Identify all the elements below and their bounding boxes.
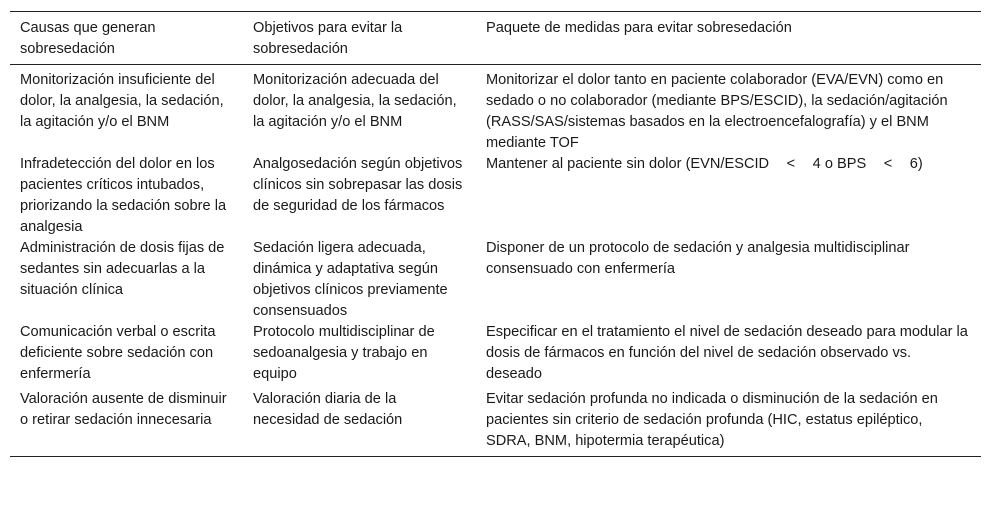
cell-objective: Sedación ligera adecuada, dinámica y adaptativa según objetivos clínicos previamente consensuados (253, 240, 448, 319)
cell-objective: Analgosedación según objetivos clínicos sin sobrepasar las dosis de seguridad de los fármacos (253, 156, 463, 214)
header-objectives: Objetivos para evitar la sobresedación (253, 20, 403, 57)
cell-measure: Monitorizar el dolor tanto en paciente colaborador (EVA/EVN) como en sedado o no colaborador (mediante BPS/ESCID), la sedación/agitación (RASS/SAS/sistemas basados en la electroencefalografía) y el BNM mediante TOF (486, 72, 948, 151)
cell-cause: Monitorización insuficiente del dolor, la analgesia, la sedación, la agitación y/o el BNM (20, 72, 224, 130)
cell-cause: Infradetección del dolor en los pacientes críticos intubados, priorizando la sedación sobre la analgesia (20, 156, 227, 235)
table-row (10, 65, 981, 155)
table-header-row (10, 12, 981, 65)
cell-objective: Valoración diaria de la necesidad de sedación (253, 391, 403, 428)
table-row (10, 389, 981, 457)
header-measures: Paquete de medidas para evitar sobresedación (486, 20, 792, 36)
cell-measure: Mantener al paciente sin dolor (EVN/ESCID < 4 o BPS < 6) (486, 156, 923, 172)
table-row (10, 238, 981, 322)
cell-objective: Protocolo multidisciplinar de sedoanalgesia y trabajo en equipo (253, 324, 435, 382)
header-causes: Causas que generan sobresedación (20, 20, 156, 57)
cell-measure: Disponer de un protocolo de sedación y analgesia multidisciplinar consensuado con enfermería (486, 240, 910, 277)
cell-cause: Valoración ausente de disminuir o retirar sedación innecesaria (20, 391, 227, 428)
table-row (10, 154, 981, 238)
table-row (10, 322, 981, 389)
cell-cause: Administración de dosis fijas de sedantes sin adecuarlas a la situación clínica (20, 240, 225, 298)
cell-objective: Monitorización adecuada del dolor, la analgesia, la sedación, la agitación y/o el BNM (253, 72, 457, 130)
sedation-table-container (10, 11, 981, 457)
cell-cause: Comunicación verbal o escrita deficiente sobre sedación con enfermería (20, 324, 216, 382)
cell-measure: Especificar en el tratamiento el nivel de sedación deseado para modular la dosis de fármacos en función del nivel de sedación observado vs. deseado (486, 324, 968, 382)
sedation-measures-table (10, 11, 981, 457)
cell-measure: Evitar sedación profunda no indicada o disminución de la sedación en pacientes sin criterio de sedación profunda (HIC, estatus epiléptico, SDRA, BNM, hipotermia terapéutica) (486, 391, 938, 449)
